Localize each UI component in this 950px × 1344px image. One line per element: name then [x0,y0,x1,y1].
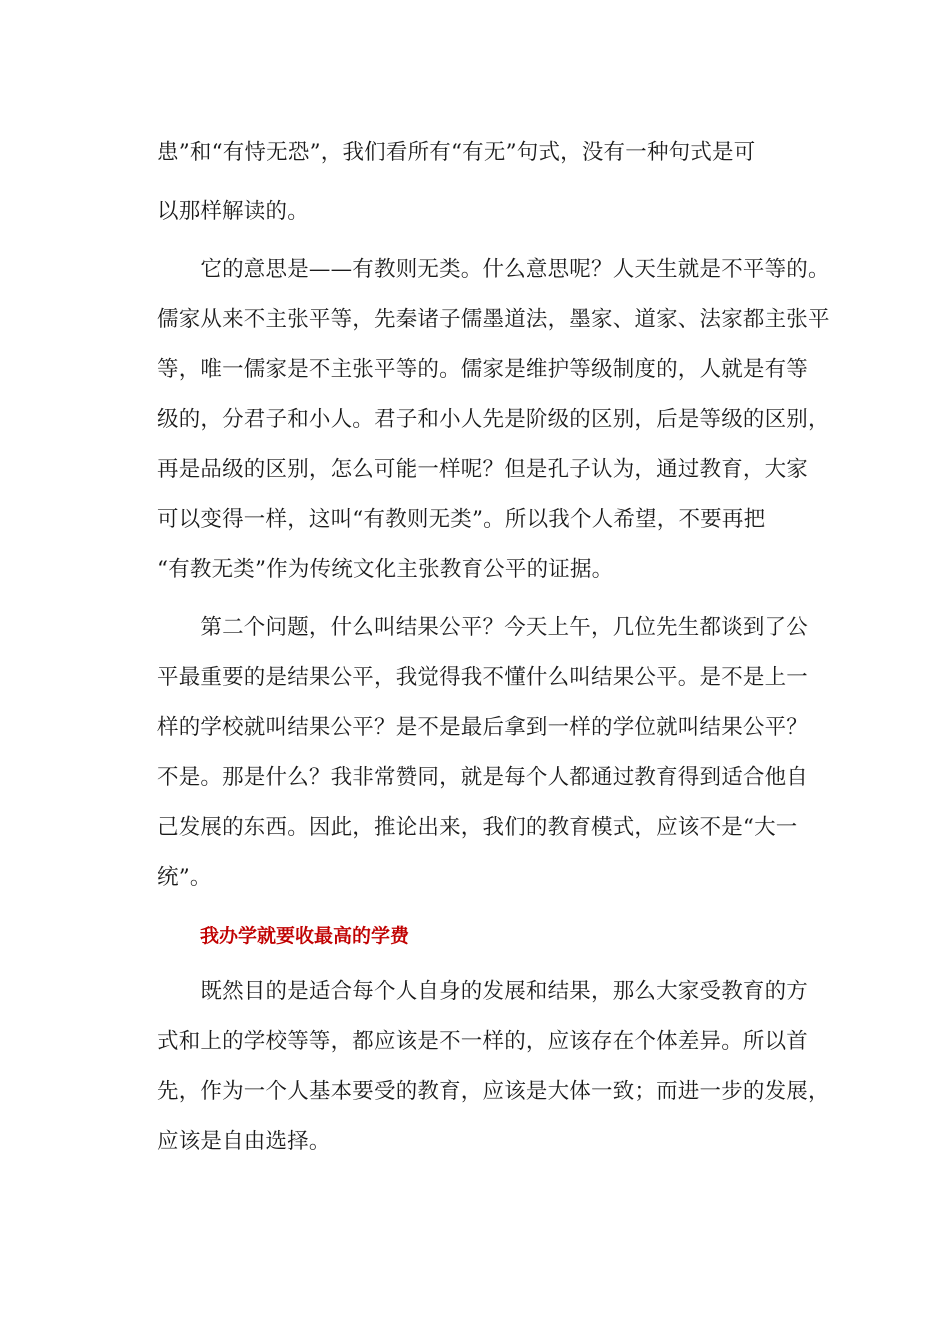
paragraph-4-line-4: 应该是自由选择。 [157,1129,331,1154]
paragraph-1-line-1: 患”和“有恃无恐”，我们看所有“有无”句式，没有一种句式是可 [157,140,756,165]
paragraph-4-line-2: 式和上的学校等等，都应该是不一样的，应该存在个体差异。所以首 [157,1029,809,1054]
paragraph-2-line-6: 可以变得一样，这叫“有教则无类”。所以我个人希望，不要再把 [157,507,766,532]
section-heading: 我办学就要收最高的学费 [200,925,410,947]
paragraph-4-line-3: 先，作为一个人基本要受的教育，应该是大体一致；而进一步的发展， [157,1079,830,1104]
paragraph-3-line-5: 己发展的东西。因此，推论出来，我们的教育模式，应该不是“大一 [157,815,798,840]
paragraph-2-line-7: “有教无类”作为传统文化主张教育公平的证据。 [157,557,614,582]
paragraph-3-line-2: 平最重要的是结果公平，我觉得我不懂什么叫结果公平。是不是上一 [157,665,809,690]
paragraph-1-line-2: 以那样解读的。 [157,199,309,224]
paragraph-3-line-6: 统”。 [157,865,212,890]
paragraph-2-line-5: 再是品级的区别，怎么可能一样呢？但是孔子认为，通过教育，大家 [157,457,809,482]
paragraph-2-line-1: 它的意思是——有教则无类。什么意思呢？人天生就是不平等的。 [157,257,830,282]
paragraph-4-line-1: 既然目的是适合每个人自身的发展和结果，那么大家受教育的方 [157,979,809,1004]
paragraph-3-line-4: 不是。那是什么？我非常赞同，就是每个人都通过教育得到适合他自 [157,765,809,790]
paragraph-3-line-3: 样的学校就叫结果公平？是不是最后拿到一样的学位就叫结果公平？ [157,715,809,740]
paragraph-2-line-3: 等，唯一儒家是不主张平等的。儒家是维护等级制度的，人就是有等 [157,357,809,382]
paragraph-2-line-2: 儒家从来不主张平等，先秦诸子儒墨道法，墨家、道家、法家都主张平 [157,307,830,332]
paragraph-2-line-4: 级的，分君子和小人。君子和小人先是阶级的区别，后是等级的区别， [157,407,830,432]
paragraph-3-line-1: 第二个问题，什么叫结果公平？今天上午，几位先生都谈到了公 [157,615,809,640]
